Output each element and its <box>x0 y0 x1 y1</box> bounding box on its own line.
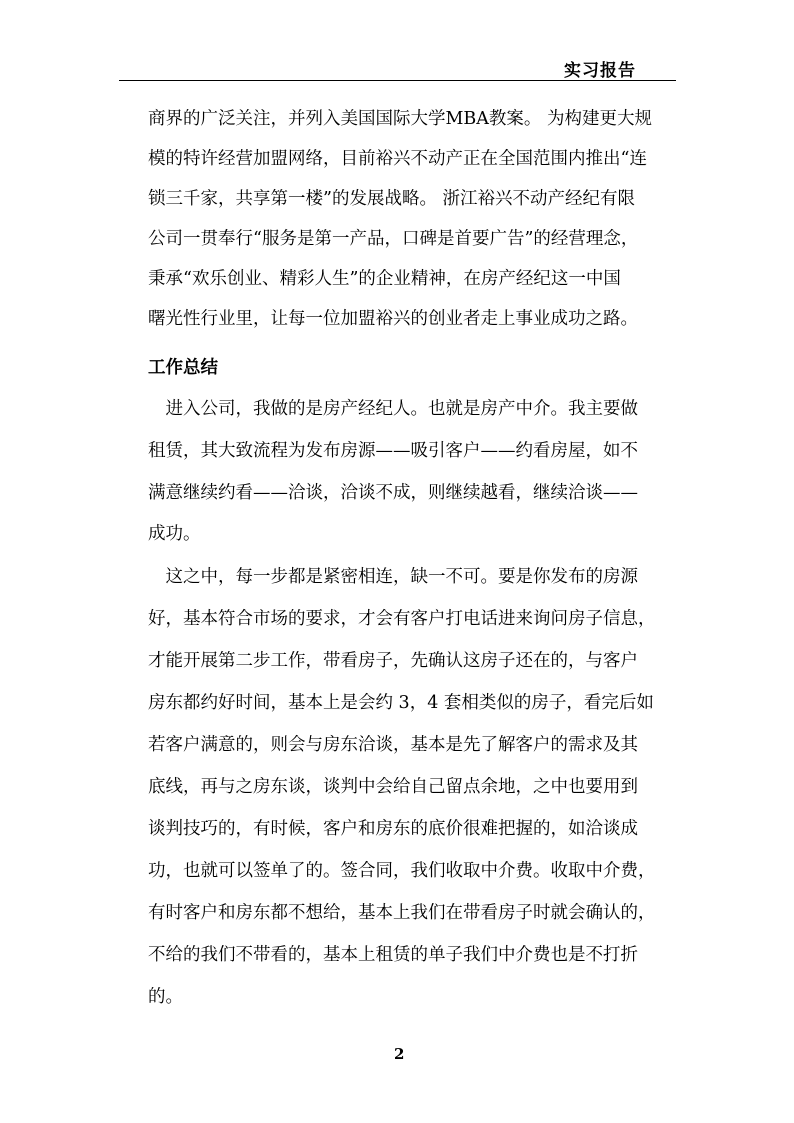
text-line: 不给的我们不带看的，基本上租赁的单子我们中介费也是不打折 <box>148 945 638 965</box>
text-line: 成功。 <box>148 524 201 544</box>
text-line: 模的特许经营加盟网络，目前裕兴不动产正在全国范围内推出“连 <box>148 149 647 169</box>
text-line: 有时客户和房东都不想给，基本上我们在带看房子时就会确认的， <box>148 903 656 923</box>
text-line: 进入公司，我做的是房产经纪人。也就是房产中介。我主要做 <box>148 399 638 419</box>
text-line: 好，基本符合市场的要求，才会有客户打电话进来询问房子信息， <box>148 609 656 629</box>
header-title: 实习报告 <box>564 61 636 81</box>
text-line: 若客户满意的，则会与房东洽谈，基本是先了解客户的需求及其 <box>148 735 638 755</box>
header-rule <box>119 80 676 81</box>
text-line: 的。 <box>148 987 183 1007</box>
text-line: 商界的广泛关注，并列入美国国际大学MBA教案。 为构建更大规 <box>148 109 652 129</box>
text-line: 底线，再与之房东谈，谈判中会给自己留点余地，之中也要用到 <box>148 777 638 797</box>
section-heading: 工作总结 <box>148 358 218 378</box>
text-line: 这之中，每一步都是紧密相连，缺一不可。要是你发布的房源 <box>148 567 638 587</box>
text-line: 房东都约好时间，基本上是会约 3，4 套相类似的房子，看完后如 <box>148 693 654 713</box>
text-line: 曙光性行业里，让每一位加盟裕兴的创业者走上事业成功之路。 <box>148 309 638 329</box>
text-line: 秉承“欢乐创业、精彩人生”的企业精神，在房产经纪这一中国 <box>148 269 621 289</box>
text-line: 谈判技巧的，有时候，客户和房东的底价很难把握的，如洽谈成 <box>148 819 638 839</box>
text-line: 租赁，其大致流程为发布房源——吸引客户——约看房屋，如不 <box>148 441 638 461</box>
text-line: 满意继续约看——洽谈，洽谈不成，则继续越看，继续洽谈—— <box>148 483 638 503</box>
page-number: 2 <box>394 1045 405 1063</box>
text-line: 公司一贯奉行“服务是第一产品，口碑是首要广告”的经营理念， <box>148 229 639 249</box>
text-line: 功，也就可以签单了的。签合同，我们收取中介费。收取中介费， <box>148 861 656 881</box>
text-line: 锁三千家，共享第一楼”的发展战略。 浙江裕兴不动产经纪有限 <box>148 189 636 209</box>
text-line: 才能开展第二步工作，带看房子，先确认这房子还在的，与客户 <box>148 651 638 671</box>
